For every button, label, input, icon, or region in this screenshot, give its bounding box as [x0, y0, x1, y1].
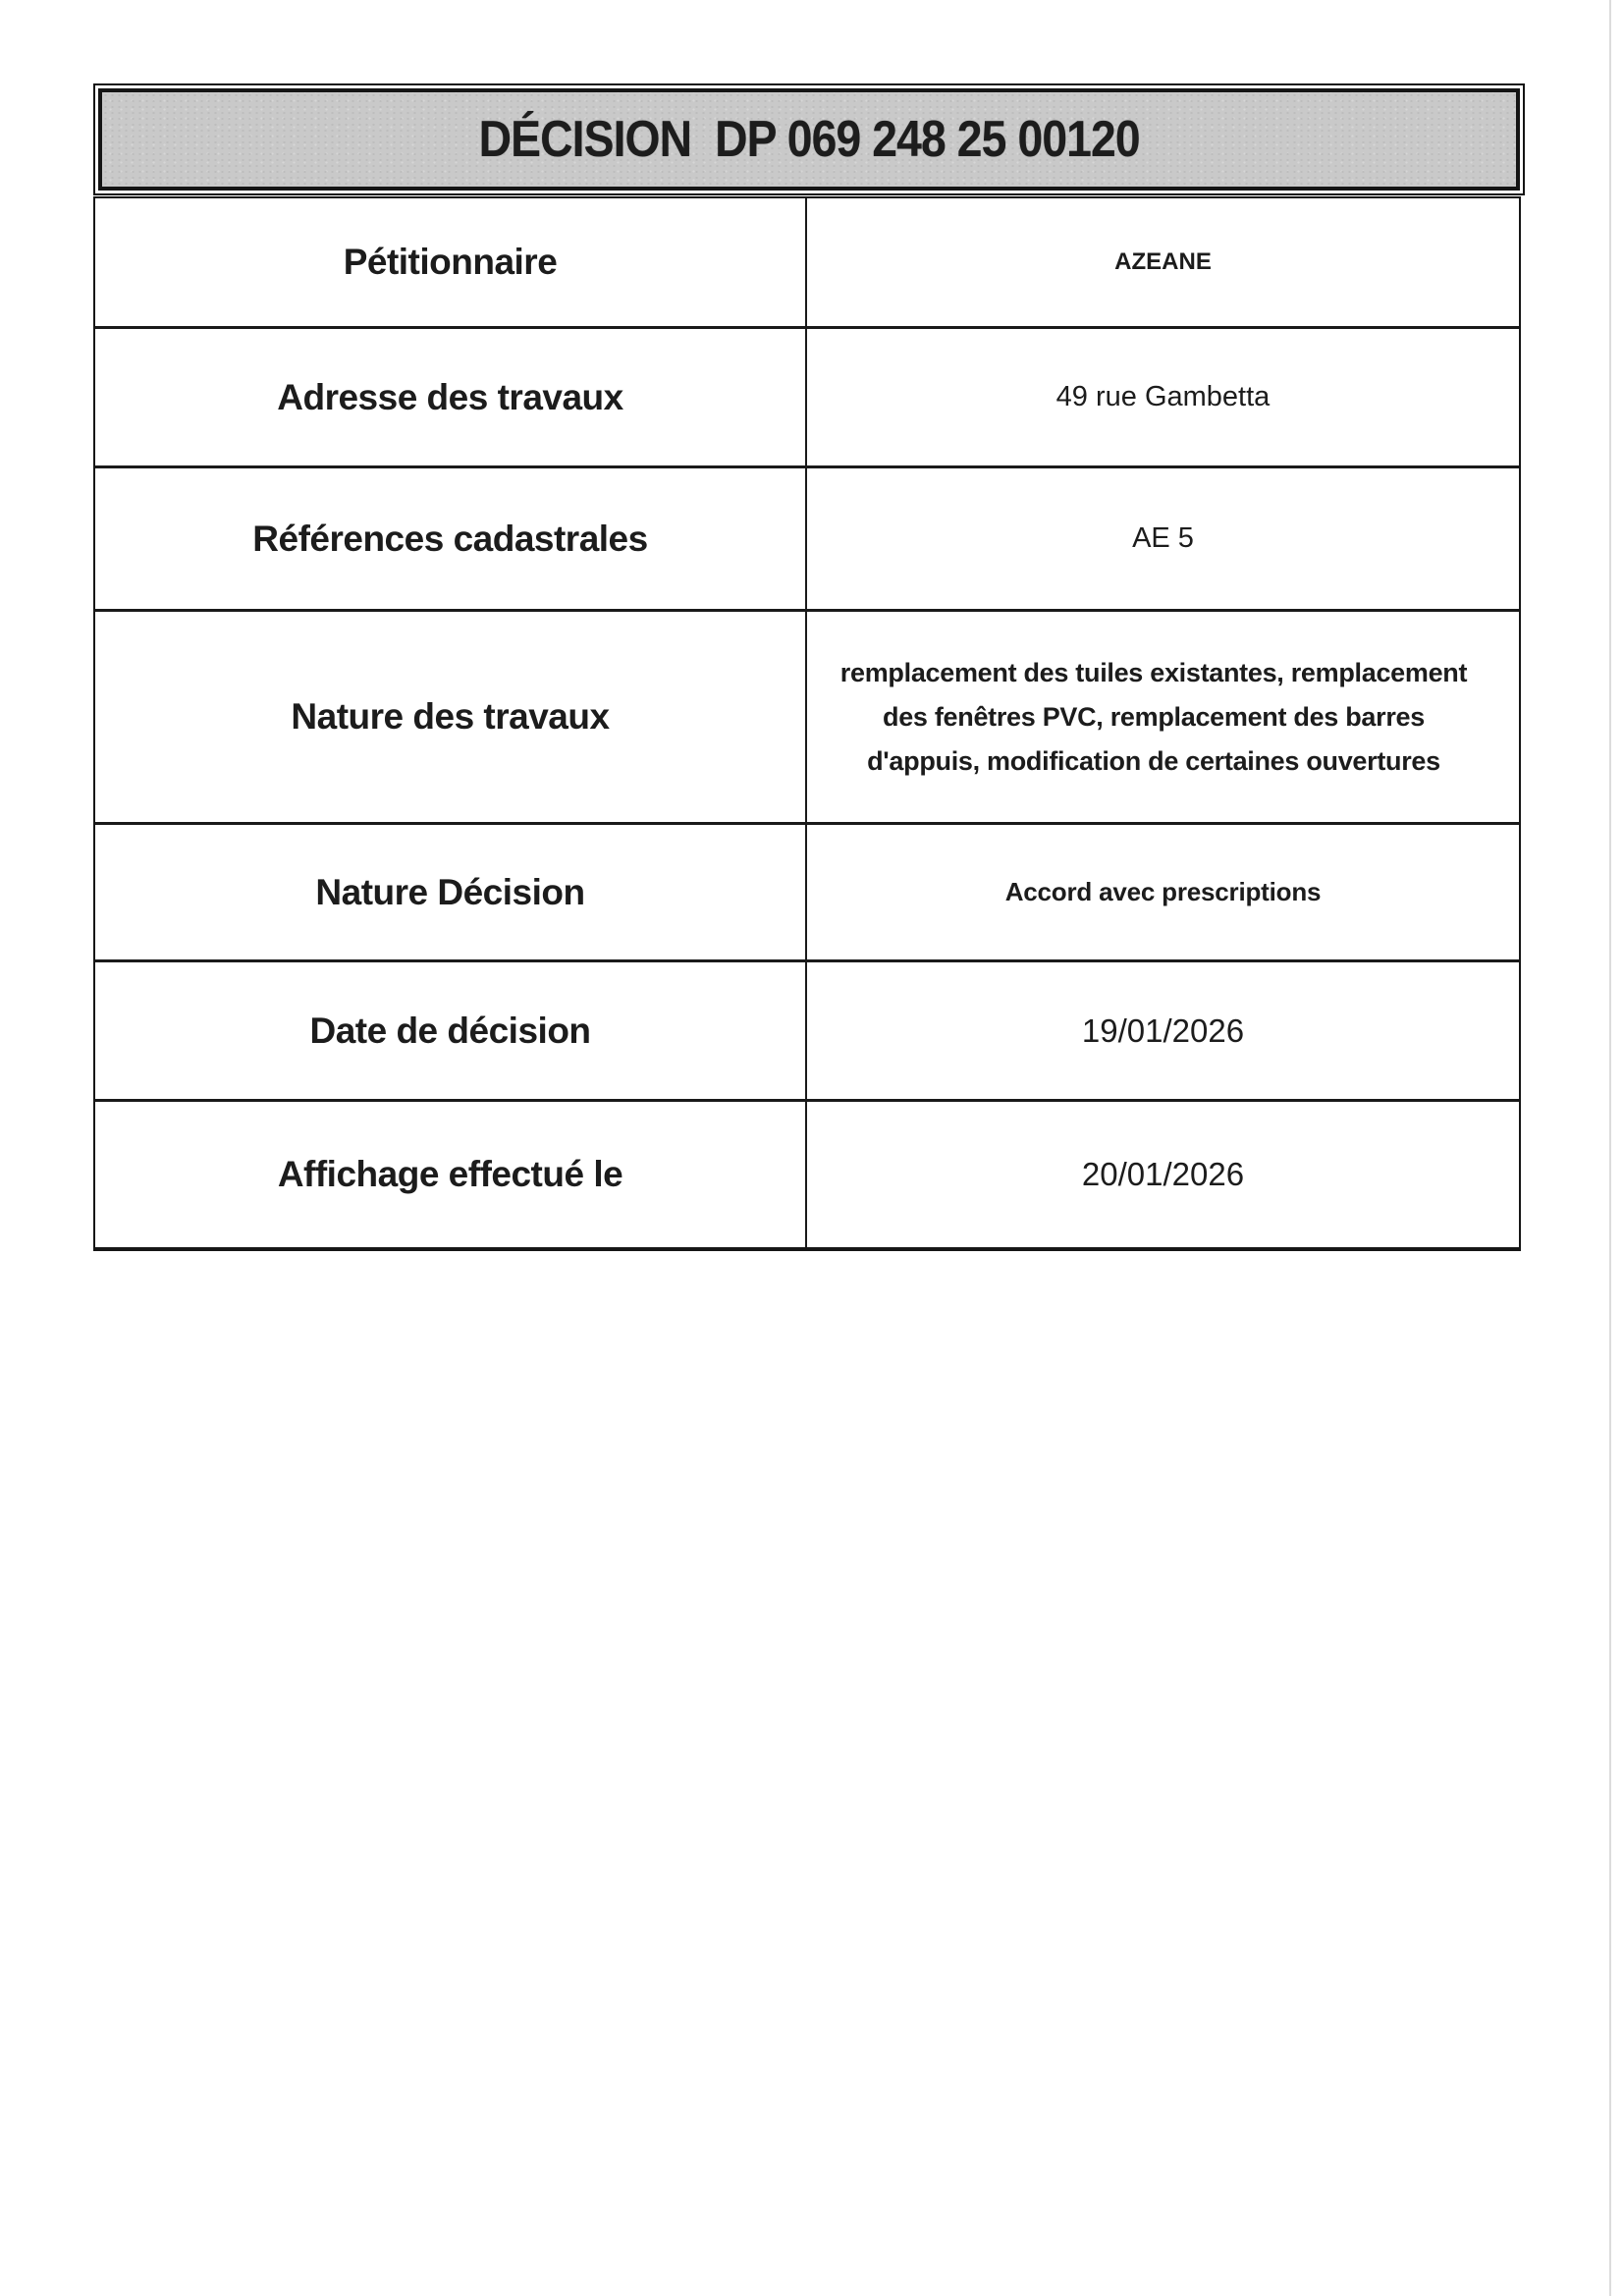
field-value: AE 5 [1132, 522, 1194, 554]
table-row-nature-decision [95, 825, 1519, 962]
field-label: Références cadastrales [95, 468, 807, 609]
field-label: Nature des travaux [95, 612, 807, 822]
decision-title: DÉCISION DP 069 248 25 00120 [478, 111, 1140, 168]
field-value: remplacement des tuiles existantes, remplacement des fenêtres PVC, remplacement des barres d'appuis, modification de certaines ouvertures [839, 657, 1468, 776]
field-value: Accord avec prescriptions [1004, 877, 1322, 906]
table-row-references-cadastrales [95, 468, 1519, 612]
table-row-adresse-travaux [95, 329, 1519, 468]
field-label: Date de décision [95, 962, 807, 1099]
decision-title-banner [93, 83, 1525, 195]
field-label: Pétitionnaire [95, 198, 807, 326]
field-label: Nature Décision [95, 825, 807, 959]
scan-edge-artifact [1609, 0, 1611, 2296]
table-row-date-decision [95, 962, 1519, 1102]
field-value: 49 rue Gambetta [1055, 381, 1271, 412]
decision-table [93, 196, 1521, 1251]
table-row-nature-travaux [95, 612, 1519, 825]
field-value: 19/01/2026 [1081, 1011, 1245, 1049]
decision-title-banner-fill [98, 88, 1520, 191]
field-value: AZEANE [1114, 248, 1212, 275]
field-label: Affichage effectué le [95, 1102, 807, 1247]
field-value: 20/01/2026 [1081, 1156, 1245, 1192]
field-label: Adresse des travaux [95, 329, 807, 465]
table-row-petitionnaire [95, 198, 1519, 329]
table-row-affichage [95, 1102, 1519, 1247]
